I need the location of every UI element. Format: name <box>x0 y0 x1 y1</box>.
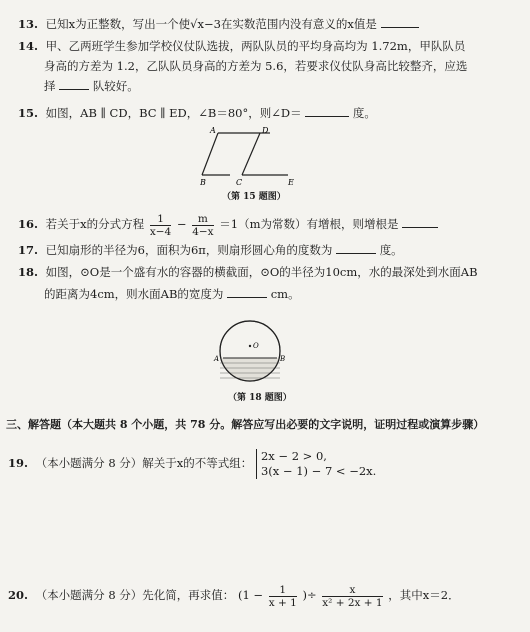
question-15 <box>18 106 530 120</box>
figure-label-C: C <box>236 178 243 187</box>
figure-label-E: E <box>288 178 294 187</box>
question-text: 甲、乙两班学生参加学校仪仗队选拔，两队队员的平均身高均为 1.72m，甲队队员 <box>45 39 466 53</box>
figure-label-A: A <box>214 355 220 363</box>
question-19 <box>8 446 530 480</box>
answer-blank[interactable] <box>227 287 267 298</box>
question-17 <box>18 243 530 257</box>
question-unit: 度。 <box>352 106 376 120</box>
figure-15-caption: （第 15 题图） <box>222 192 286 202</box>
fraction <box>322 584 382 609</box>
expression-open: (1 − <box>237 588 264 602</box>
question-number: 15. <box>18 106 39 120</box>
question-number: 18. <box>18 265 39 279</box>
question-text: 择 <box>44 79 56 93</box>
question-number: 19. <box>8 456 29 470</box>
section-3-header: 三、解答题（本大题共 8 个小题，共 78 分。解答应写出必要的文字说明，证明过程或演算步骤） <box>6 418 485 431</box>
question-text: 如图，⊙O是一个盛有水的容器的横截面，⊙O的半径为10cm，水的最深处到水面AB <box>45 265 478 279</box>
question-text: 已知扇形的半径为6，面积为6π，则扇形圆心角的度数为 <box>45 243 333 257</box>
figure-18-caption: （第 18 题图） <box>228 393 292 403</box>
figure-label-D: D <box>262 126 269 135</box>
fraction <box>192 213 213 238</box>
fraction-denominator: x² + 2x + 1 <box>322 596 383 609</box>
question-14-line-2 <box>44 59 530 73</box>
question-unit: 度。 <box>379 243 403 257</box>
question-number: 13. <box>18 17 39 31</box>
question-18-line-2 <box>44 287 530 301</box>
question-text: 如图，AB ∥ CD，BC ∥ ED，∠B＝80°，则∠D＝ <box>45 106 302 120</box>
question-text: 的距离为4cm，则水面AB的宽度为 <box>44 287 224 301</box>
fraction-numerator: 1 <box>279 583 287 596</box>
fraction-numerator: x <box>349 583 356 596</box>
fraction-numerator: 1 <box>157 212 164 225</box>
question-number: 14. <box>18 39 39 53</box>
answer-blank[interactable] <box>402 217 438 228</box>
question-18-line-1 <box>18 265 530 279</box>
figure-label-B: B <box>280 355 286 363</box>
question-text: 队较好。 <box>92 79 139 93</box>
question-16 <box>18 210 530 238</box>
question-unit: cm。 <box>270 287 300 301</box>
answer-blank[interactable] <box>336 243 376 254</box>
question-text: 若关于x的分式方程 <box>45 217 145 231</box>
figure-18 <box>208 318 292 390</box>
question-number: 20. <box>8 588 29 602</box>
inequality-2: 3(x − 1) − 7 < −2x. <box>260 464 377 478</box>
fraction <box>150 213 171 238</box>
question-14-line-3 <box>44 79 530 93</box>
fraction-numerator: m <box>197 212 208 225</box>
figure-15 <box>200 125 310 187</box>
question-14-line-1 <box>18 39 530 53</box>
fraction-denominator: 4−x <box>192 225 214 238</box>
question-13 <box>18 17 530 31</box>
inequality-system <box>256 449 376 479</box>
operator: − <box>176 217 187 231</box>
question-text: ＝1（m为常数）有增根，则增根是 <box>219 217 399 231</box>
inequality-1: 2x − 2 > 0, <box>260 449 327 463</box>
question-text: 已知x为正整数，写出一个使√x−3在实数范围内没有意义的x值是 <box>45 17 377 31</box>
fraction <box>269 584 297 609</box>
question-number: 17. <box>18 243 39 257</box>
answer-blank[interactable] <box>381 17 419 28</box>
fraction-denominator: x−4 <box>149 225 172 238</box>
question-20 <box>8 580 530 610</box>
question-text: 身高的方差为 1.2，乙队队员身高的方差为 5.6，若要求仪仗队身高比较整齐，应选 <box>44 59 468 73</box>
answer-blank[interactable] <box>59 79 89 90</box>
figure-label-B: B <box>200 178 206 187</box>
figure-label-O: O <box>253 342 259 350</box>
question-text: ，其中x＝2． <box>388 588 460 602</box>
question-text: （本小题满分 8 分）解关于x的不等式组： <box>35 456 253 470</box>
fraction-denominator: x + 1 <box>268 596 297 609</box>
question-number: 16. <box>18 217 39 231</box>
answer-blank[interactable] <box>305 106 349 117</box>
expression-close: )÷ <box>302 588 317 602</box>
question-text: （本小题满分 8 分）先化简，再求值： <box>35 588 235 602</box>
figure-label-A: A <box>210 126 216 135</box>
